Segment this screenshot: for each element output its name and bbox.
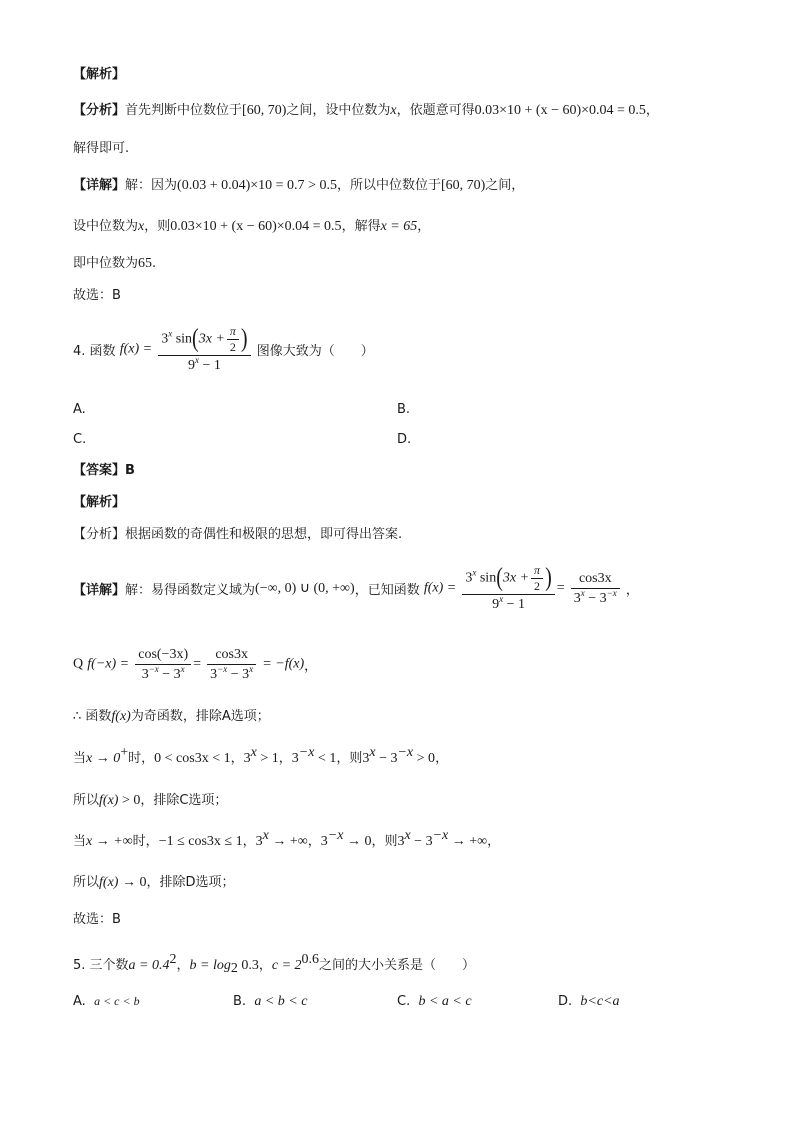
solution: x = 65 [380, 219, 418, 234]
option-text: a < c < b [94, 994, 140, 1008]
q4-odd-proof: Q f(−x) = $\frac{\cos(-3x)}{3^{-x} - 3^x}$ = $\frac{\cos 3x}{3^{-x} - 3^x}$ = −f(x)， [73, 647, 318, 682]
fenxi-label: 【分析】 [73, 103, 126, 118]
median-line [73, 255, 156, 273]
text: . [152, 256, 157, 271]
f-neg-x: f(−x) = [87, 656, 130, 672]
text: 当 [73, 834, 87, 849]
xiangjie-fraction-2: $\frac{\cos 3x}{3^x - 3^{-x}}$ [571, 570, 620, 607]
text: ∴ 函数 [73, 709, 112, 724]
q4-xiangjie: 【详解】解：易得函数定义域为(−∞, 0) ∪ (0, +∞)，已知函数 f(x) = 3$^x$ sin(3x + $\frac{\pi}{2}$ ) $9^x - 1$ = $\frac{\cos 3x}{3^x - 3^{-x}}$ ， [73, 563, 639, 612]
text: ， [304, 659, 318, 674]
text: 解：易得函数定义域为 [125, 583, 256, 598]
fenxi-line-2: 解得即可. [73, 141, 130, 156]
q4-stem [73, 325, 374, 374]
text: ，已知函数 [354, 583, 420, 598]
fx-short: f(x) [111, 709, 131, 724]
fx-label: f(x) = [423, 580, 457, 596]
cond: 0 < cos3x < 1 [154, 751, 231, 766]
text: 所以 [73, 793, 100, 808]
xiangjie-fraction-1: 3$^x$ sin(3x + $\frac{\pi}{2}$ ) $9^x - 1$ [462, 564, 554, 613]
text: 当 [73, 751, 87, 766]
xiangjie-text: ，所以中位数位于 [336, 178, 441, 193]
result: = −f(x) [262, 656, 305, 672]
text: 时， [128, 751, 155, 766]
set-median-line [73, 218, 430, 236]
q4-option-d[interactable]: D. [397, 432, 412, 447]
c-def: c = 2 [271, 958, 302, 973]
option-label: A. [73, 994, 86, 1009]
q5-stem: 5. 三个数$a = 0.4^2$，$b = \log_2 0.3$，$c = 2^{0.6}$之间的大小关系是（ ） [73, 952, 476, 976]
option-text: b<c<a [580, 994, 620, 1009]
q5-option-b[interactable] [233, 994, 307, 1010]
b-def: b = log [189, 958, 231, 973]
q4-answer: 【答案】B [73, 463, 135, 478]
q4-choice: 故选：B [73, 912, 121, 927]
fenxi-text: 首先判断中位数位于 [125, 103, 243, 118]
fenxi-text: ，依题意可得 [396, 103, 475, 118]
var-x: x [390, 103, 397, 118]
text: ， [625, 583, 639, 598]
q5-number: 5. 三个数 [73, 958, 129, 973]
text: ，排除C选项； [140, 793, 228, 808]
text: ，排除D选项； [146, 875, 235, 890]
interval: [60, 70) [242, 103, 287, 118]
xiangjie-line [73, 177, 524, 195]
q4-limit-inf: 当x → +∞时，−1 ≤ cos3x ≤ 1，$3^x$ → +∞，$3^{-x} \to 0$，则$3^x - 3^{-x}$ → +∞， [73, 828, 501, 849]
xiangjie-text: 之间， [485, 178, 525, 193]
text: ， [417, 219, 431, 234]
fenxi-text: 之间，设中位数为 [286, 103, 391, 118]
choice-line: 故选：B [73, 288, 121, 303]
q4-fraction: 3$^x$ sin(3x + $\frac{\pi}{2}$ ) $9^x - 1$ [158, 325, 250, 374]
interval: [60, 70) [440, 178, 486, 193]
option-label: B. [233, 994, 247, 1009]
q4-option-a[interactable]: A. [73, 402, 86, 417]
xiangjie-label: 【详解】 [73, 178, 126, 193]
analysis-fenxi-line [73, 102, 659, 120]
q4-option-c[interactable]: C. [73, 432, 87, 447]
q5-option-a[interactable] [73, 994, 140, 1009]
median-value: 65 [138, 256, 153, 271]
q4-jiexi: 【解析】 [73, 495, 126, 510]
q5-option-d[interactable] [558, 994, 620, 1010]
q4-number: 4. 函数 [73, 344, 116, 359]
domain: (−∞, 0) ∪ (0, +∞) [255, 581, 355, 596]
inequality: (0.03 + 0.04)×10 = 0.7 > 0.5 [177, 178, 337, 193]
option-text: a < b < c [254, 994, 308, 1009]
q4-positive: 所以f(x) > 0，排除C选项； [73, 793, 228, 808]
limit: x → 0 [86, 751, 121, 766]
option-label: D. [558, 994, 573, 1009]
xiangjie-text: 解：因为 [125, 178, 178, 193]
proof-fraction-1: $\frac{\cos(-3x)}{3^{-x} - 3^x}$ [135, 646, 191, 683]
fx-label: f(x) = [119, 341, 153, 357]
q4-limit-zero: 当x → 0+时，0 < cos3x < 1，$3^x > 1$，$3^{-x} < 1$，则$3^x - 3^{-x} > 0$， [73, 745, 449, 766]
q4-tail: 图像大致为（ ） [256, 344, 374, 359]
analysis-header: 【解析】 [73, 67, 126, 82]
var-x: x [138, 219, 145, 234]
xiangjie-label: 【详解】 [73, 583, 126, 598]
q4-option-b[interactable]: B. [397, 402, 411, 417]
equation: 0.03×10 + (x − 60)×0.04 = 0.5 [170, 219, 342, 234]
text: ，则 [144, 219, 171, 234]
limit: x → +∞ [86, 834, 133, 849]
proof-fraction-2: $\frac{\cos 3x}{3^{-x} - 3^x}$ [207, 646, 256, 683]
q4-fenxi: 【分析】根据函数的奇偶性和极限的思想，即可得出答案. [73, 527, 403, 542]
text: ，解得 [341, 219, 381, 234]
q4-odd-conclusion [73, 708, 270, 726]
equation: 0.03×10 + (x − 60)×0.04 = 0.5 [474, 103, 646, 118]
option-label: C. [397, 994, 411, 1009]
q5-tail: 之间的大小关系是（ ） [319, 958, 476, 973]
text: 设中位数为 [73, 219, 139, 234]
option-text: b < a < c [418, 994, 472, 1009]
text: 所以 [73, 875, 100, 890]
text: 为奇函数，排除A选项； [130, 709, 270, 724]
a-def: a = 0.4 [128, 958, 170, 973]
text: 即中位数为 [73, 256, 139, 271]
q5-option-c[interactable] [397, 994, 472, 1010]
q-symbol: Q [73, 656, 84, 672]
q4-limit-conclusion: 所以f(x) → 0，排除D选项； [73, 875, 235, 890]
fenxi-tail: ， [645, 103, 659, 118]
